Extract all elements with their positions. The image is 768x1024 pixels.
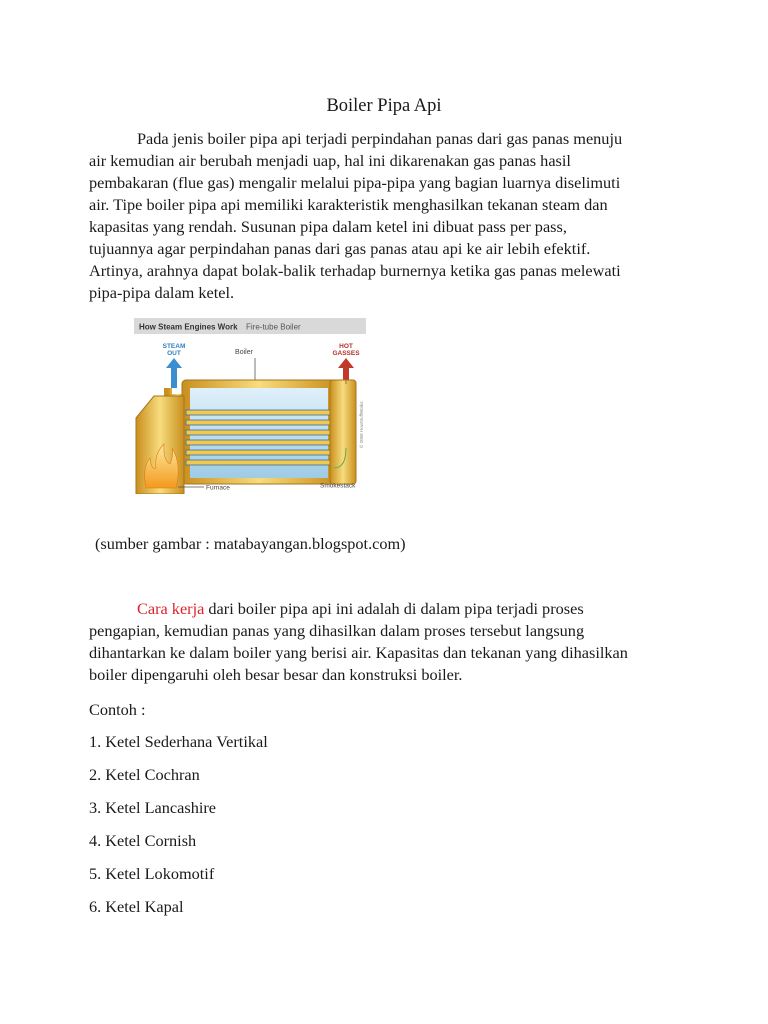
list-item: 5. Ketel Lokomotif bbox=[89, 864, 215, 883]
highlight-term: Cara kerja bbox=[137, 599, 205, 618]
example-list bbox=[89, 731, 268, 929]
list-item: 6. Ketel Kapal bbox=[89, 897, 184, 916]
steam-out-label: OUT bbox=[167, 350, 181, 357]
fire-tube-boiler-diagram bbox=[134, 318, 366, 494]
working-paragraph bbox=[89, 598, 689, 686]
hot-gasses-label: HOT bbox=[339, 343, 353, 350]
diagram-header-text: How Steam Engines Work bbox=[139, 322, 238, 332]
paragraph-line: Artinya, arahnya dapat bolak-balik terhadap burnernya ketika gas panas melewati bbox=[89, 261, 621, 280]
furnace-label: Furnace bbox=[206, 484, 230, 492]
list-item: 1. Ketel Sederhana Vertikal bbox=[89, 732, 268, 751]
paragraph-line: kapasitas yang rendah. Susunan pipa dalam ketel ini dibuat pass per pass, bbox=[89, 217, 567, 236]
contoh-label: Contoh : bbox=[89, 700, 146, 719]
paragraph-line: pengapian, kemudian panas yang dihasilkan dalam proses tersebut langsung bbox=[89, 621, 585, 640]
diagram-credit: © 2008 HowStuffWorks bbox=[359, 401, 364, 448]
boiler-label: Boiler bbox=[235, 349, 253, 356]
paragraph-line: pembakaran (flue gas) mengalir melalui pipa-pipa yang bagian luarnya diselimuti bbox=[89, 173, 621, 192]
paragraph-line: Cara kerja dari boiler pipa api ini adalah di dalam pipa terjadi proses bbox=[137, 599, 584, 618]
hot-gasses-label: GASSES bbox=[332, 350, 360, 357]
list-item: 2. Ketel Cochran bbox=[89, 765, 200, 784]
smokestack-chamber bbox=[330, 380, 356, 484]
paragraph-line: air. Tipe boiler pipa api memiliki karakteristik menghasilkan tekanan steam dan bbox=[89, 195, 608, 214]
smokestack-label: Smokestack bbox=[320, 482, 356, 490]
paragraph-line: dihantarkan ke dalam boiler yang berisi air. Kapasitas dan tekanan yang dihasilkan bbox=[89, 643, 628, 662]
list-item: 4. Ketel Cornish bbox=[89, 831, 197, 850]
paragraph-line: pipa-pipa dalam ketel. bbox=[89, 283, 235, 302]
paragraph-line: boiler dipengaruhi oleh besar besar dan konstruksi boiler. bbox=[89, 665, 463, 684]
diagram-subheader-text: Fire-tube Boiler bbox=[246, 322, 301, 332]
page-title: Boiler Pipa Api bbox=[326, 96, 442, 116]
intro-paragraph bbox=[89, 128, 689, 304]
image-caption: (sumber gambar : matabayangan.blogspot.com) bbox=[95, 534, 406, 553]
paragraph-line: tujuannya agar perpindahan panas dari gas panas atau api ke air lebih efektif. bbox=[89, 239, 591, 258]
steam-out-label: STEAM bbox=[162, 343, 186, 350]
paragraph-line: Pada jenis boiler pipa api terjadi perpindahan panas dari gas panas menuju bbox=[137, 129, 623, 148]
list-item: 3. Ketel Lancashire bbox=[89, 798, 217, 817]
paragraph-line: air kemudian air berubah menjadi uap, hal ini dikarenakan gas panas hasil bbox=[89, 151, 571, 170]
